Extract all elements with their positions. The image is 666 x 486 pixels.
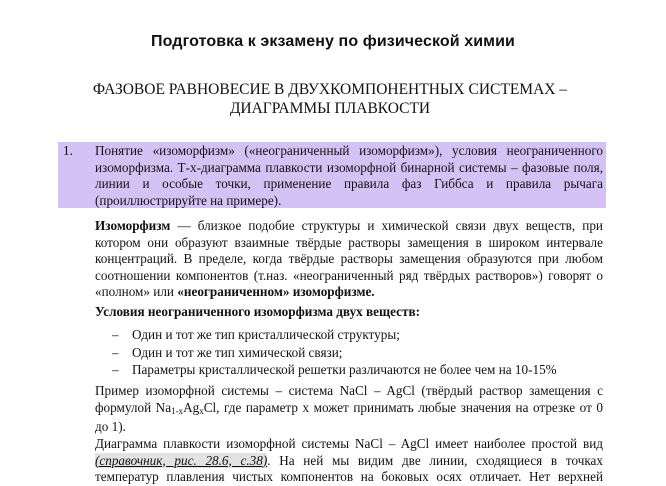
diagram-paragraph: [95, 436, 603, 486]
definition-line-2: котором они образуют взаимные твёрдые растворы замещения в широком интервале: [95, 234, 603, 250]
example-subscript-2: x: [199, 405, 204, 416]
example-paragraph: [95, 383, 603, 436]
list-dash: –: [112, 344, 119, 360]
definition-paragraph: [95, 218, 603, 301]
question-line-4: (проиллюстрируйте на примере).: [95, 192, 282, 208]
definition-line-5-bold: «неограниченном» изоморфизме.: [177, 284, 375, 299]
list-dash: –: [112, 362, 119, 377]
definition-line-5: [95, 284, 603, 301]
page-header-title: Подготовка к экзамену по физической химии: [151, 33, 515, 50]
question-line-2: изоморфизма. Т-х-диаграмма плавкости изоморфной бинарной системы – фазовые поля,: [95, 159, 603, 175]
reference-link[interactable]: (справочник, рис. 28.6, с.38): [95, 452, 268, 468]
example-line-3: до 1).: [95, 419, 126, 434]
list-item: [112, 326, 557, 344]
conditions-heading: Условия неограниченного изоморфизма двух веществ:: [95, 304, 421, 319]
diagram-line-1: Диаграмма плавкости изоморфной системы NaCl – AgCl имеет наиболее простой вид: [95, 436, 603, 451]
section-title-line-1: ФАЗОВОЕ РАВНОВЕСИЕ В ДВУХКОМПОНЕНТНЫХ СИСТЕМАХ –: [92, 81, 568, 98]
example-line-2-rest: Cl, где параметр x может принимать любые значения на отрезке от 0: [203, 399, 603, 415]
definition-line-1: [95, 218, 603, 235]
list-dash: –: [112, 327, 119, 342]
diagram-line-3: температур плавления чистых компонентов на боковых осях отличает. Нет верхней: [95, 469, 603, 484]
question-line-1: Понятие «изоморфизм» («неограниченный изоморфизм»), условия неограниченного: [95, 143, 603, 158]
example-line-1: Пример изоморфной системы – система NaCl – AgCl (твёрдый раствор замещения с: [95, 383, 603, 398]
definition-line-5-start: «полном» или: [95, 284, 178, 299]
example-formula-ag: Ag: [183, 399, 200, 415]
list-item-text: Параметры кристаллической решетки различаются не более чем на 10-15%: [132, 362, 557, 377]
list-item-text: Один и тот же тип химической связи;: [132, 344, 343, 360]
section-title-line-2: ДИАГРАММЫ ПЛАВКОСТИ: [229, 100, 431, 117]
question-line-3: линии и особые точки, применение правила фаз Гиббса и правила рычага: [95, 176, 603, 191]
list-item: [112, 344, 557, 362]
definition-term: Изоморфизм: [95, 218, 171, 233]
list-item-text: Один и тот же тип кристаллической структуры;: [132, 327, 400, 342]
definition-line-4: соотношении компонентов (т.наз. «неограниченный ряд твёрдых растворов») говорят о: [95, 267, 603, 283]
diagram-line-2-rest: . На ней мы видим две линии, сходящиеся в точках: [267, 452, 603, 468]
question-text: [95, 143, 603, 209]
example-line-2: [95, 400, 603, 420]
conditions-list: [112, 326, 557, 379]
example-formula-na: формулой Na: [95, 399, 172, 415]
diagram-line-2: [95, 453, 603, 470]
definition-line-1-rest: — близкое подобие структуры и химической связи двух веществ, при: [170, 218, 603, 233]
example-subscript-1: 1-x: [171, 405, 184, 416]
section-title: [60, 80, 600, 118]
list-item: [112, 361, 557, 379]
definition-line-3: концентраций. В пределе, когда твёрдые растворы замещения образуются при любом: [95, 251, 603, 266]
question-number: 1.: [63, 143, 73, 158]
